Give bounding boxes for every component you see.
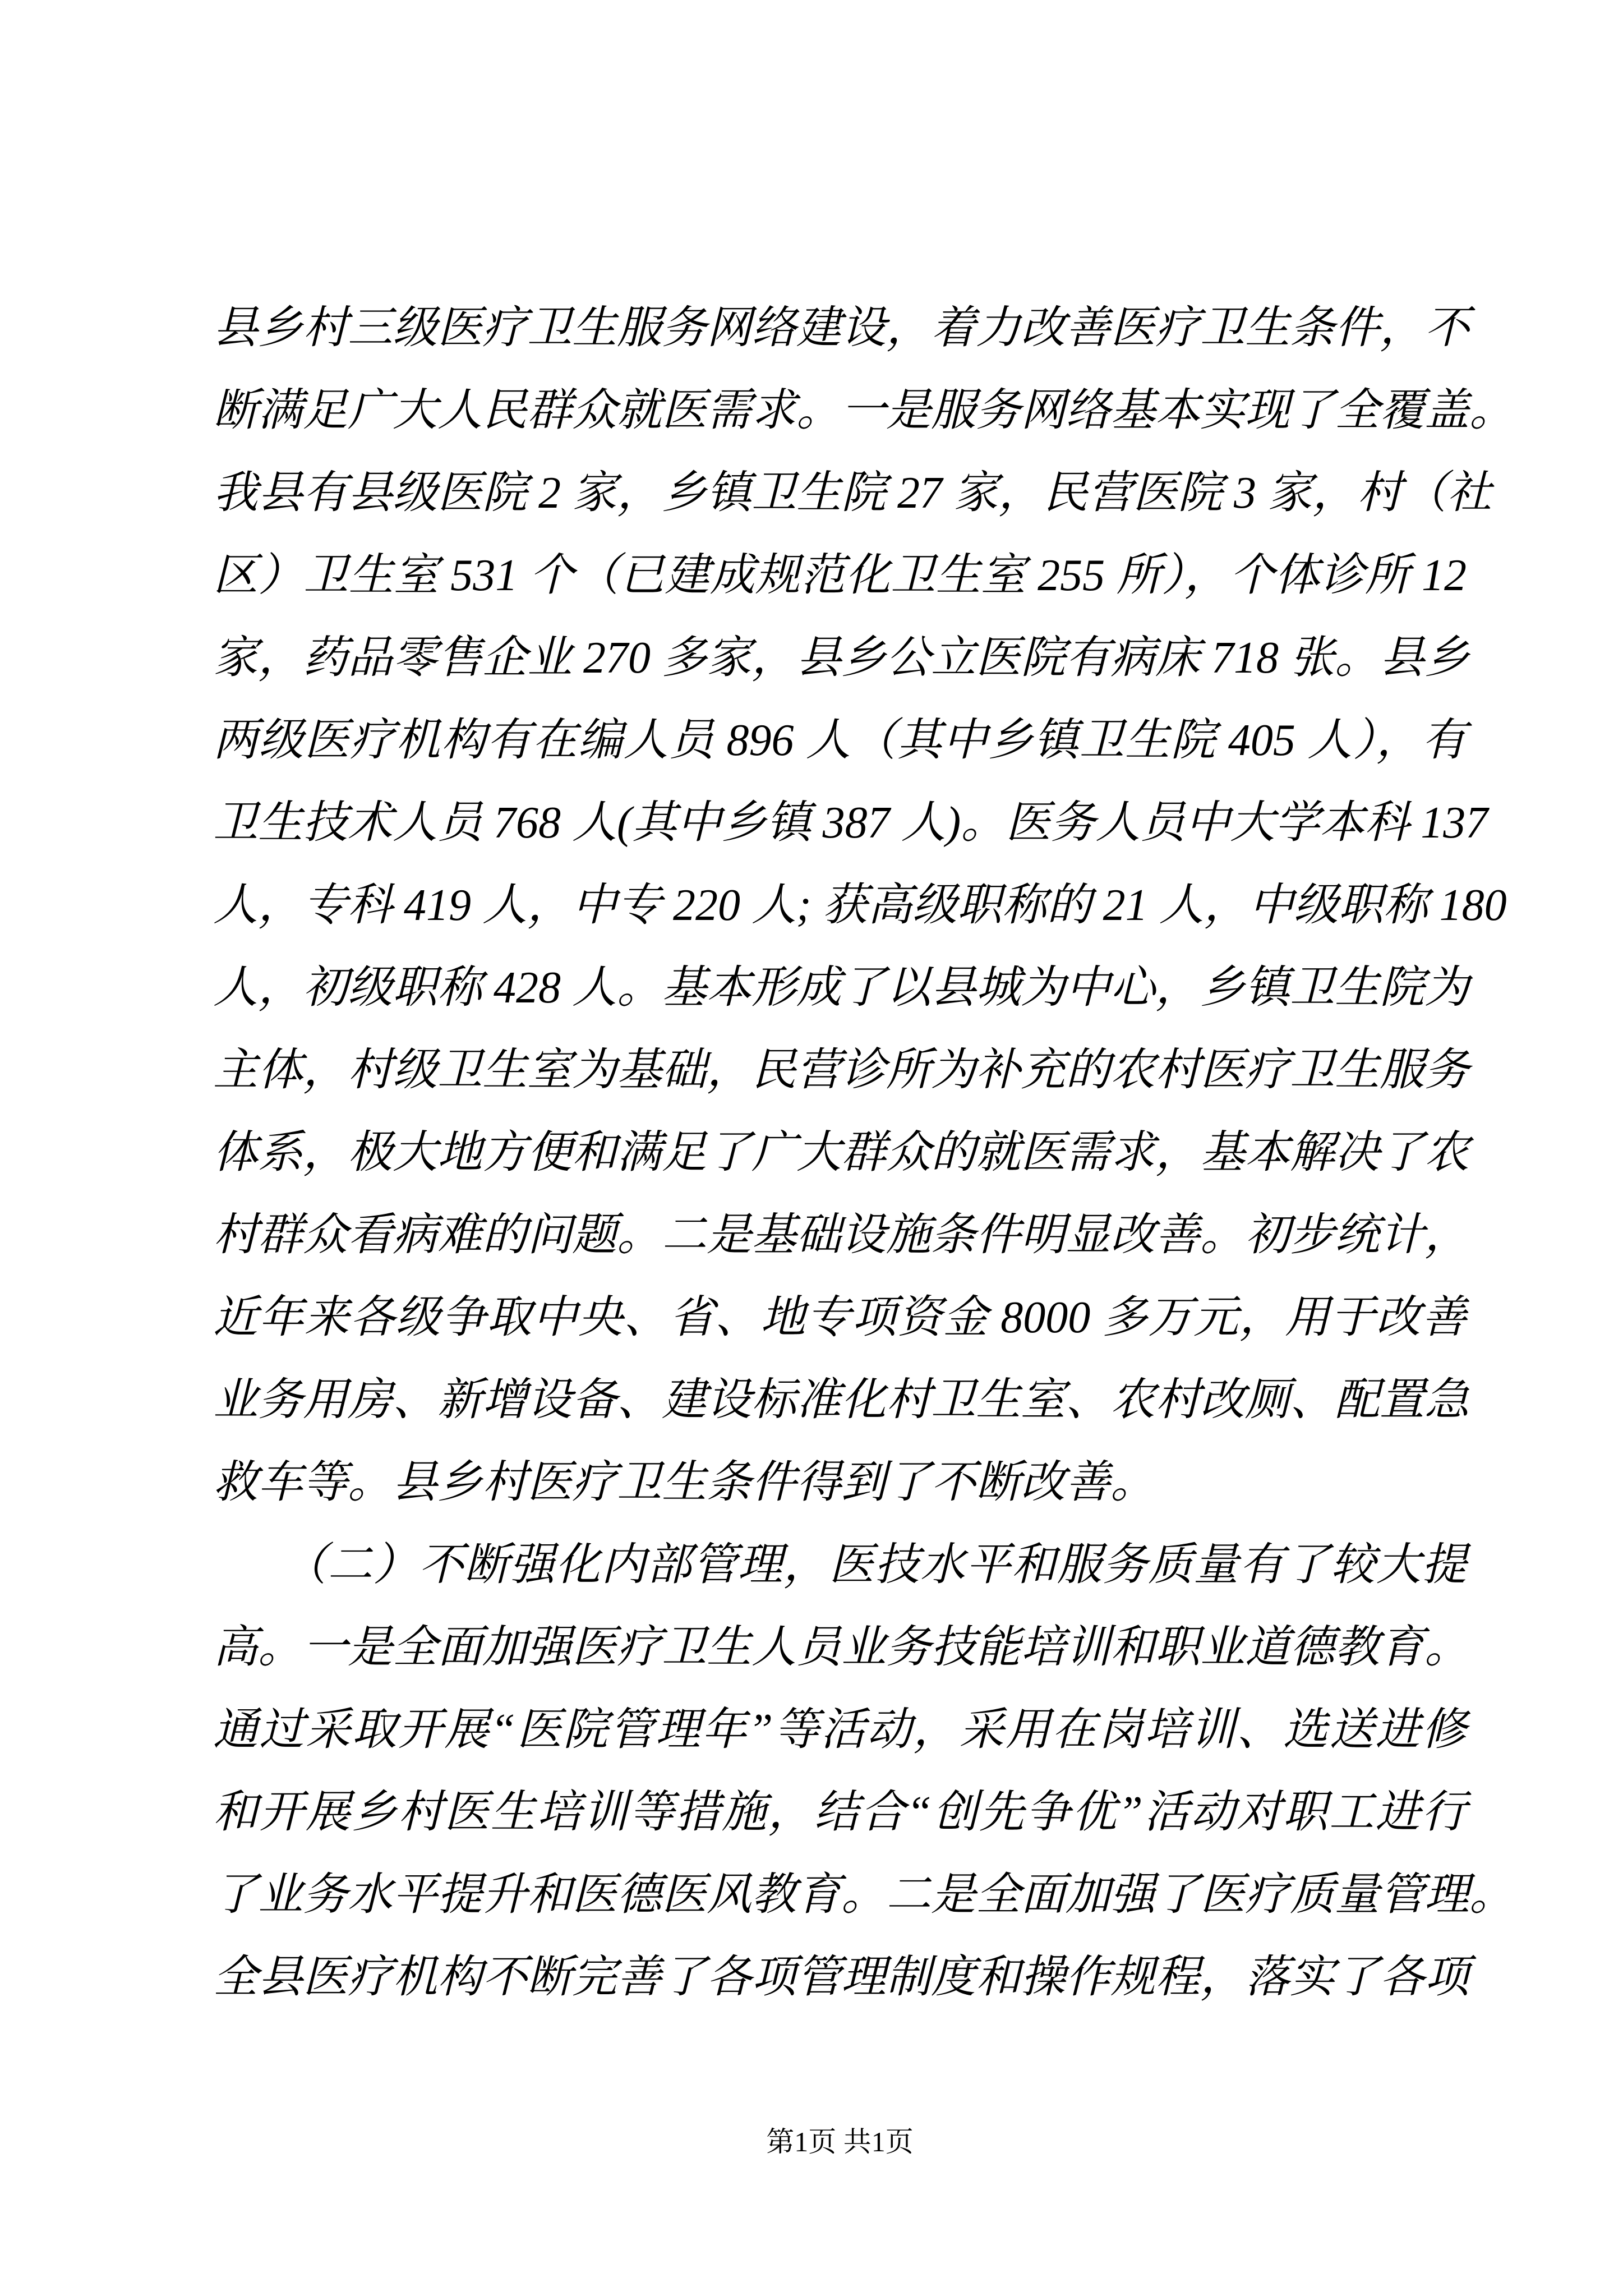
text-line: 我县有县级医院 2 家，乡镇卫生院 27 家，民营医院 3 家，村（社: [213, 468, 1492, 518]
text-line: 近年来各级争取中央、省、地专项资金 8000 多万元，用于改善: [213, 1293, 1467, 1342]
text-line: 断满足广大人民群众就医需求。一是服务网络基本实现了全覆盖。: [213, 386, 1514, 435]
text-line: 区）卫生室 531 个（已建成规范化卫生室 255 所），个体诊所 12: [213, 551, 1467, 600]
text-line: （二）不断强化内部管理，医技水平和服务质量有了较大提: [213, 1540, 1467, 1590]
text-line: 两级医疗机构有在编人员 896 人（其中乡镇卫生院 405 人），有: [213, 716, 1467, 765]
text-line: 救车等。县乡村医疗卫生条件得到了不断改善。: [213, 1458, 1155, 1507]
text-line: 县乡村三级医疗卫生服务网络建设，着力改善医疗卫生条件，不: [213, 303, 1469, 353]
text-line: 高。一是全面加强医疗卫生人员业务技能培训和职业道德教育。: [213, 1623, 1469, 1672]
text-line: 业务用房、新增设备、建设标准化村卫生室、农村改厕、配置急: [213, 1375, 1469, 1425]
page-footer: [213, 2119, 1467, 2160]
text-line: 全县医疗机构不断完善了各项管理制度和操作规程，落实了各项: [213, 1953, 1469, 2002]
text-line: 家，药品零售企业 270 多家，县乡公立医院有病床 718 张。县乡: [213, 633, 1469, 683]
page-number-text: 第1页 共1页: [766, 2126, 914, 2157]
text-line: 村群众看病难的问题。二是基础设施条件明显改善。初步统计，: [213, 1211, 1469, 1260]
text-line: 人，专科 419 人，中专 220 人; 获高级职称的 21 人，中级职称 180: [213, 881, 1507, 930]
text-line: 卫生技术人员 768 人(其中乡镇 387 人)。医务人员中大学本科 137: [213, 798, 1488, 848]
text-line: 人，初级职称 428 人。基本形成了以县城为中心，乡镇卫生院为: [213, 963, 1469, 1013]
text-line: 了业务水平提升和医德医风教育。二是全面加强了医疗质量管理。: [213, 1870, 1514, 1920]
document-body: [213, 287, 1514, 2019]
text-line: 和开展乡村医生培训等措施，结合“创先争优”活动对职工进行: [213, 1788, 1467, 1837]
text-line: 体系，极大地方便和满足了广大群众的就医需求，基本解决了农: [213, 1128, 1469, 1177]
text-line: 主体，村级卫生室为基础，民营诊所为补充的农村医疗卫生服务: [213, 1046, 1469, 1095]
text-line: 通过采取开展“医院管理年”等活动，采用在岗培训、选送进修: [213, 1705, 1467, 1755]
